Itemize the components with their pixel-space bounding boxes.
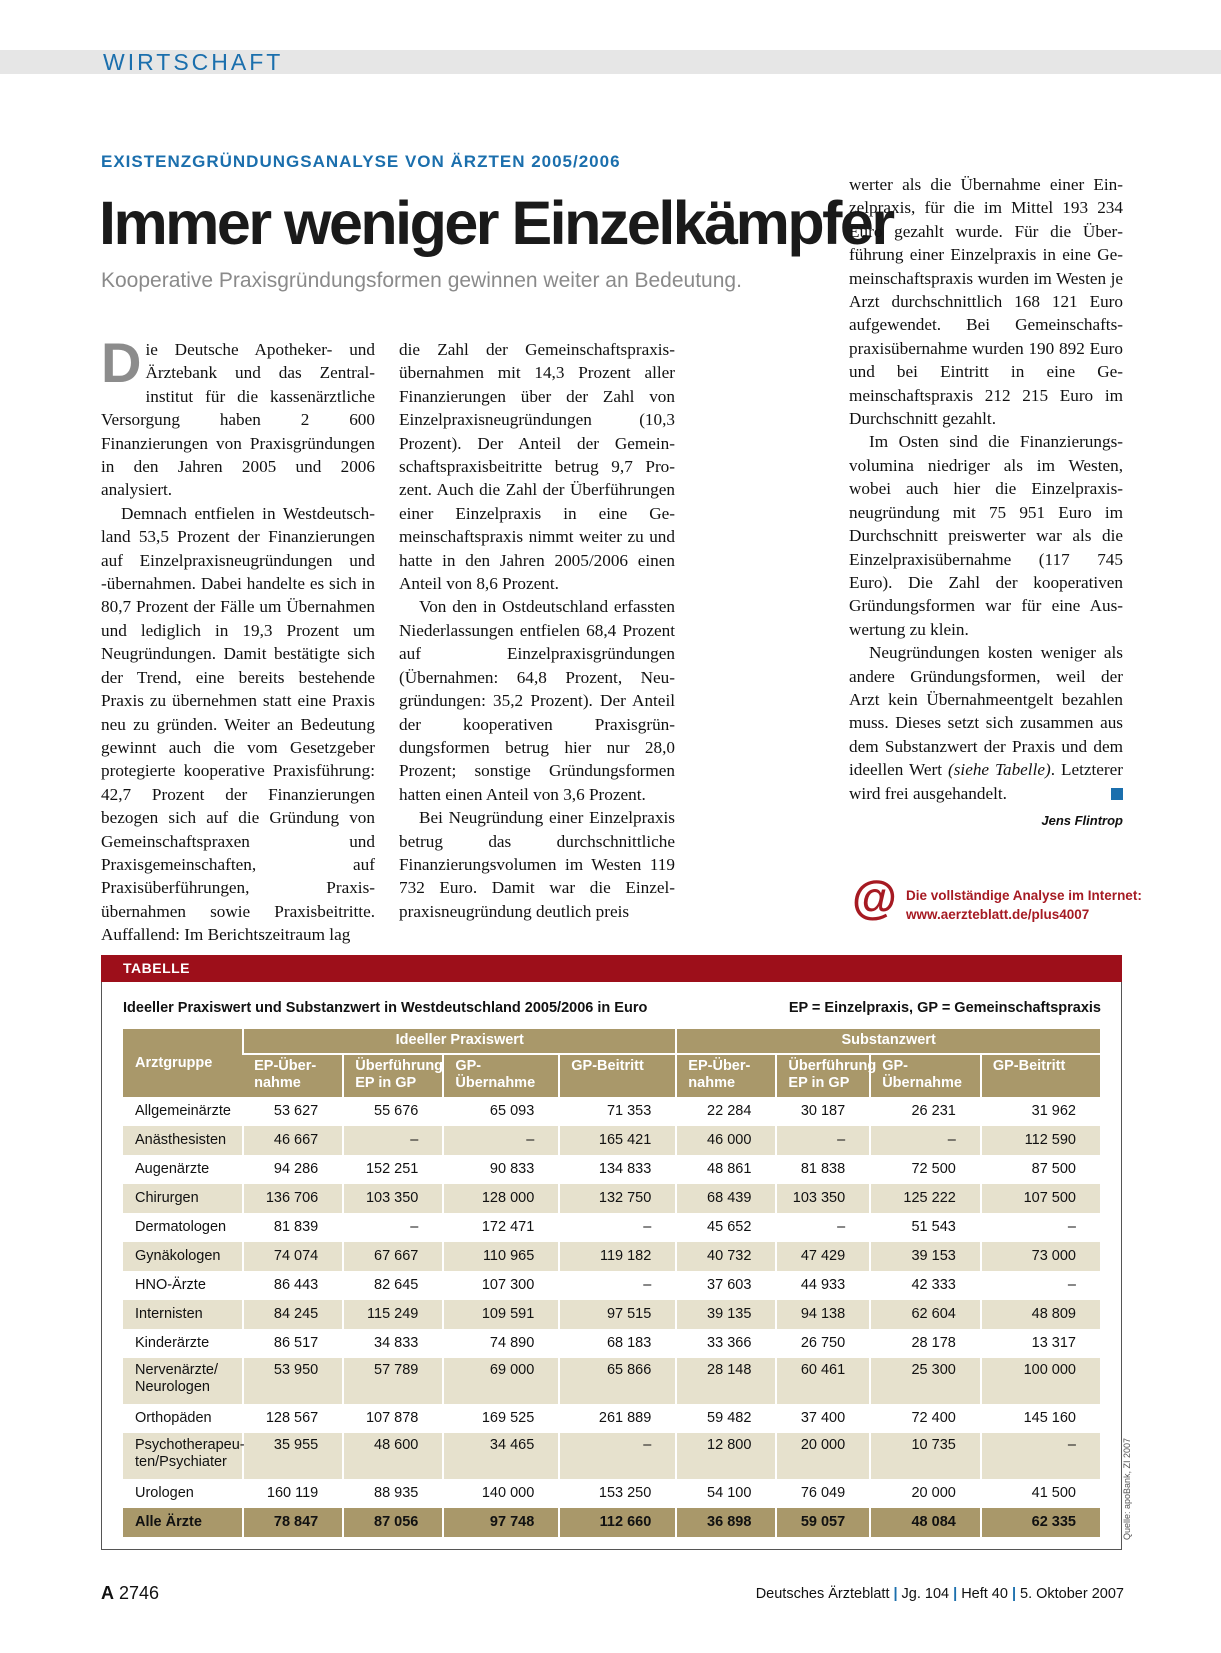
table-cell: 90 833 [443,1155,559,1184]
table-cell: 44 933 [776,1271,870,1300]
table-cell: – [776,1213,870,1242]
paragraph: werter als die Übernahme einer Einzelpraxis, für die im Mittel 193 234 Euro gezahlt wurde. Für die Überführung einer Einzelpraxis in eine Gemeinschaftspraxis wurden im Westen je Arzt durchschnittlich 168 121 Euro aufgewendet. Bei Gemeinschaftspraxisübernahme wurden 190 892 Euro und bei Eintritt in eine Gemeinschaftspraxis 212 215 Euro im Durchschnitt gezahlt. [849,175,1123,429]
table-cell: 53 627 [243,1097,343,1126]
table-row [123,1184,1100,1213]
table-cell: 261 889 [559,1404,676,1433]
table-cell: 136 706 [243,1184,343,1213]
table-row [123,1155,1100,1184]
table-cell: 110 965 [443,1242,559,1271]
table-cell: 76 049 [776,1479,870,1508]
table-cell: 112 660 [559,1508,676,1537]
paragraph: Von den in Ostdeutschland erfassten Niederlassungen entfielen 68,4 Prozent auf Einzelpraxisgründungen (Übernahmen: 64,8 Prozent, Neugründungen: 35,2 Prozent). Der Anteil der kooperativen Praxisgründungsformen betrug hier nur 28,0 Prozent; sonstige Gründungsformen hatten einen Anteil von 3,6 Prozent. [399,597,675,804]
row-label: Gynäkologen [123,1242,243,1271]
table-cell: 46 000 [676,1126,776,1155]
column-header: EP-Übernahme [676,1054,776,1097]
article-kicker: EXISTENZGRÜNDUNGSANALYSE VON ÄRZTEN 2005/2006 [101,152,621,171]
table-legend: EP = Einzelpraxis, GP = Gemeinschaftspraxis [788,1000,1101,1016]
table-cell: 88 935 [343,1479,443,1508]
table-cell: 72 400 [870,1404,981,1433]
table-cell: 94 138 [776,1300,870,1329]
table-cell: 39 135 [676,1300,776,1329]
table-cell: 28 148 [676,1358,776,1404]
table-cell: 132 750 [559,1184,676,1213]
date: 5. Oktober 2007 [1020,1586,1124,1602]
group-header-ideeller: Ideeller Praxiswert [243,1029,676,1054]
journal-name: Deutsches Ärzteblatt [755,1586,890,1602]
row-label: Augenärzte [135,1161,210,1177]
volume: Jg. 104 [901,1586,950,1602]
column-header: Überführung EP in GP [776,1054,870,1097]
table-cell: 128 567 [243,1404,343,1433]
table-cell: 97 748 [443,1508,559,1537]
row-label: Chirurgen [123,1184,243,1213]
table-cell: – [559,1433,676,1479]
table-total-row [123,1508,1100,1537]
table-cell: 51 543 [870,1213,981,1242]
table-cell: 28 178 [870,1329,981,1358]
paragraph-text: Neugründungen kosten weniger als andere Gründungsformen, weil der Arzt kein Übernahmeentgelt bezahlen muss. Dieses setzt sich zusammen aus dem Substanzwert der Praxis und dem ideellen Wert [849,643,1123,780]
table-cell: 26 750 [776,1329,870,1358]
table-cell: 47 429 [776,1242,870,1271]
table-reference: (siehe Tabelle) [948,760,1051,780]
table-cell: 25 300 [870,1358,981,1404]
table-cell: 74 890 [443,1329,559,1358]
table-cell: – [981,1271,1100,1300]
table-cell: 71 353 [559,1097,676,1126]
table-cell: 107 878 [343,1404,443,1433]
table-cell: 37 400 [776,1404,870,1433]
table-cell: 97 515 [559,1300,676,1329]
table-cell: 48 600 [343,1433,443,1479]
table-cell: 160 119 [243,1479,343,1508]
section-label: WIRTSCHAFT [103,49,284,75]
table-row [123,1358,1100,1404]
table-row [123,1329,1100,1358]
article-subtitle: Kooperative Praxisgründungsformen gewinnen weiter an Bedeutung. [101,269,742,292]
table-cell: 140 000 [443,1479,559,1508]
table-cell: 31 962 [981,1097,1100,1126]
article-column-1 [101,331,375,947]
table-cell: 153 250 [559,1479,676,1508]
column-header: EP-Übernahme [243,1054,343,1097]
table-cell: 39 153 [870,1242,981,1271]
table-cell: 100 000 [981,1358,1100,1404]
table-cell: 13 317 [981,1329,1100,1358]
article-headline: Immer weniger Einzelkämpfer [99,189,893,257]
table-cell: 45 652 [676,1213,776,1242]
table-row [123,1300,1100,1329]
table-cell: 134 833 [559,1155,676,1184]
row-label: Psychotherapeuten/Psychiater [123,1433,243,1479]
table-cell: 119 182 [559,1242,676,1271]
internet-note [906,886,1142,924]
row-label: Alle Ärzte [123,1508,243,1537]
article-column-3 [849,173,1123,832]
paragraph: die Zahl der Gemeinschaftspraxisübernahmen mit 14,3 Prozent aller Finanzierungen über der Zahl von Einzelpraxisneugründungen (10,3 Prozent). Der Anteil der Gemeinschaftspraxisbeitritte betrug 9,7 Prozent. Auch die Zahl der Überführungen einer Einzelpraxis in eine Gemeinschaftspraxis nimmt weiter zu und hatte in den Jahren 2005/2006 einen Anteil von 8,6 Prozent. [399,340,675,594]
table-cell: 48 861 [676,1155,776,1184]
table-cell: 57 789 [343,1358,443,1404]
publication-info [756,1586,1124,1602]
table-row [123,1213,1100,1242]
table-row [123,1242,1100,1271]
row-label: Internisten [123,1300,243,1329]
table-cell: – [776,1126,870,1155]
table-cell: – [443,1126,559,1155]
table-cell: 53 950 [243,1358,343,1404]
table-cell: – [343,1213,443,1242]
at-icon: @ [852,871,897,923]
table-title: Ideeller Praxiswert und Substanzwert in Westdeutschland 2005/2006 in Euro [123,1000,648,1016]
table-row [123,1271,1100,1300]
table-cell: 169 525 [443,1404,559,1433]
column-header: GP-Übernahme [870,1054,981,1097]
article-column-2 [399,338,675,923]
end-mark-icon [1111,788,1123,800]
table-cell: 20 000 [776,1433,870,1479]
table-row [123,1097,1100,1126]
drop-cap: D [101,331,142,394]
internet-link[interactable]: www.aerzteblatt.de/plus4007 [906,907,1090,922]
table-cell: 107 300 [443,1271,559,1300]
separator: | [953,1586,958,1602]
paragraph: Demnach entfielen in Westdeutschland 53,5 Prozent der Finanzierungen auf Einzelpraxisneugründungen und -übernahmen. Dabei handelte es sich in 80,7 Prozent der Fälle um Übernahmen und lediglich in 19,3 Prozent um Neugründungen. Damit bestätigte sich der Trend, eine bereits bestehende Praxis zu übernehmen statt eine Praxis neu zu gründen. Weiter an Bedeutung gewinnt auch die vom Gesetzgeber protegierte kooperative Praxisführung: 42,7 Prozent der Finanzierungen bezogen sich auf die Gründung von Gemeinschaftspraxen und Praxisgemeinschaften, auf Praxisüberführungen, Praxisübernahmen sowie Praxisbeitritte. Auffallend: Im Berichtszeitraum lag [101,503,375,945]
table-cell: 81 838 [776,1155,870,1184]
table-cell: 165 421 [559,1126,676,1155]
table-cell: 81 839 [243,1213,343,1242]
table-cell: 22 284 [676,1097,776,1126]
author-name: Jens Flintrop [1041,812,1123,828]
table-cell: 145 160 [981,1404,1100,1433]
column-header: Überführung EP in GP [343,1054,443,1097]
table-cell: 55 676 [343,1097,443,1126]
column-header: GP-Beitritt [559,1054,676,1097]
table-cell: 112 590 [981,1126,1100,1155]
table-label-bar [101,955,1122,982]
paragraph [101,331,375,502]
column-header: GP-Übernahme [443,1054,559,1097]
row-label: Kinderärzte [135,1335,210,1351]
table-cell: 10 735 [870,1433,981,1479]
table-cell: 34 833 [343,1329,443,1358]
table-cell: 62 335 [981,1508,1100,1537]
table-cell: – [870,1126,981,1155]
table-cell: 125 222 [870,1184,981,1213]
table-cell: 86 517 [243,1329,343,1358]
table-cell: 74 074 [243,1242,343,1271]
table-cell: 84 245 [243,1300,343,1329]
internet-note-label: Die vollständige Analyse im Internet: [906,888,1142,903]
table-cell: 65 866 [559,1358,676,1404]
table-cell: – [559,1271,676,1300]
table-cell: 41 500 [981,1479,1100,1508]
table-cell: 34 465 [443,1433,559,1479]
table-cell: 94 286 [243,1155,343,1184]
table-cell: 109 591 [443,1300,559,1329]
table-cell: 26 231 [870,1097,981,1126]
page-number-value: 2746 [119,1583,160,1603]
table-cell: 115 249 [343,1300,443,1329]
row-label: Anästhesisten [123,1126,243,1155]
table-cell: 48 084 [870,1508,981,1537]
table-cell: 67 667 [343,1242,443,1271]
table-cell: 87 500 [981,1155,1100,1184]
table-cell: 82 645 [343,1271,443,1300]
table-cell: 59 057 [776,1508,870,1537]
table-cell: – [559,1213,676,1242]
row-header: Arztgruppe [123,1029,243,1097]
table-cell: 30 187 [776,1097,870,1126]
table-cell: 68 183 [559,1329,676,1358]
table-row [123,1479,1100,1508]
table-cell: 35 955 [243,1433,343,1479]
table-cell: 107 500 [981,1184,1100,1213]
row-label: Urologen [135,1485,194,1501]
table-cell: 152 251 [343,1155,443,1184]
table-cell: 78 847 [243,1508,343,1537]
table-cell: 59 482 [676,1404,776,1433]
table-cell: 65 093 [443,1097,559,1126]
page-number [101,1583,159,1604]
table-cell: 54 100 [676,1479,776,1508]
paragraph: Bei Neugründung einer Einzelpraxis betrug das durchschnittliche Finanzierungsvolumen im Westen 119 732 Euro. Damit war die Einzelpraxisneugründung deutlich preis [399,808,675,921]
table-cell: 103 350 [343,1184,443,1213]
table-row [123,1404,1100,1433]
table-row [123,1433,1100,1479]
table-cell: 128 000 [443,1184,559,1213]
table-cell: 40 732 [676,1242,776,1271]
source-note: Quelle: apoBank, ZI 2007 [1122,1437,1132,1540]
table-cell: 46 667 [243,1126,343,1155]
table-cell: 48 809 [981,1300,1100,1329]
row-label: Orthopäden [135,1410,212,1426]
table-cell: 72 500 [870,1155,981,1184]
table-cell: 73 000 [981,1242,1100,1271]
table-row [123,1126,1100,1155]
row-label: HNO-Ärzte [135,1277,206,1293]
table-cell: 36 898 [676,1508,776,1537]
paragraph-text: ie Deutsche Apotheker- und Ärztebank und das Zentralinstitut für die kassenärztliche Versorgung haben 2 600 Finanzierungen von Praxisgründungen in den Jahren 2005 und 2006 analysiert. [101,340,375,500]
table-cell: 68 439 [676,1184,776,1213]
table-cell: 12 800 [676,1433,776,1479]
separator: | [1011,1586,1016,1602]
table-cell: – [981,1213,1100,1242]
table-cell: – [981,1433,1100,1479]
row-label: Nervenärzte/ Neurologen [123,1358,243,1404]
separator: | [893,1586,898,1602]
paragraph-text: . Letzterer wird frei ausgehandelt. [849,760,1123,803]
table-cell: 103 350 [776,1184,870,1213]
table-cell: 172 471 [443,1213,559,1242]
table-cell: 60 461 [776,1358,870,1404]
table-cell: 87 056 [343,1508,443,1537]
row-label: Allgemeinärzte [135,1103,231,1119]
column-header: GP-Beitritt [981,1054,1100,1097]
table-cell: 42 333 [870,1271,981,1300]
group-header-substanz: Substanzwert [676,1029,1100,1054]
table-cell: – [343,1126,443,1155]
table-cell: 20 000 [870,1479,981,1508]
issue: Heft 40 [961,1586,1008,1602]
table-cell: 62 604 [870,1300,981,1329]
table-cell: 86 443 [243,1271,343,1300]
row-label: Dermatologen [135,1219,227,1235]
table-cell: 69 000 [443,1358,559,1404]
table-cell: 33 366 [676,1329,776,1358]
paragraph [849,641,1123,805]
table-cell: 37 603 [676,1271,776,1300]
paragraph: Im Osten sind die Finanzierungsvolumina niedriger als im Westen, wobei auch hier die Einzelpraxisneugründung mit 75 951 Euro im Durchschnitt preiswerter war als die Einzelpraxisübernahme (117 745 Euro). Die Zahl der kooperativen Gründungsformen war für eine Auswertung zu klein. [849,432,1123,639]
page-prefix: A [101,1583,114,1603]
table-label: TABELLE [123,960,191,976]
data-table [123,1029,1100,1537]
